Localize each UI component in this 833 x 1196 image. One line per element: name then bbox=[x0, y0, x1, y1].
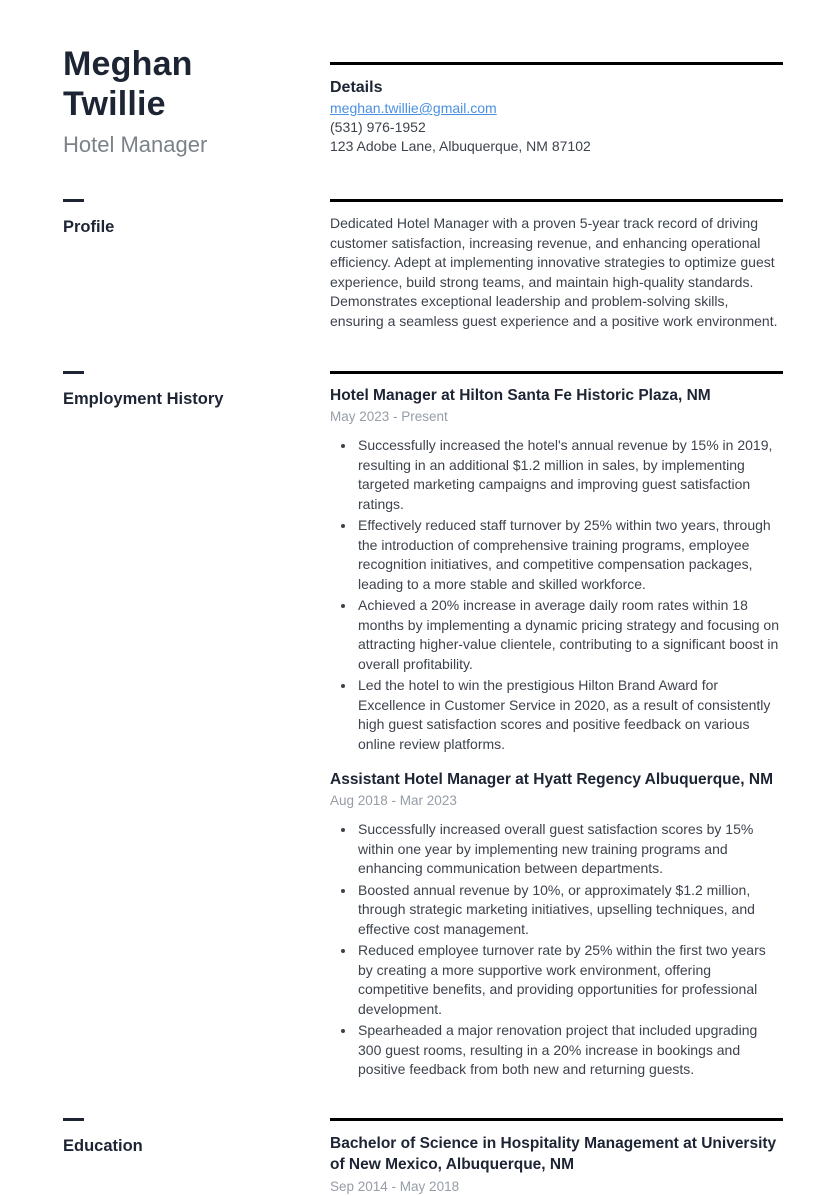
details-heading: Details bbox=[330, 79, 383, 96]
email-link[interactable]: meghan.twillie@gmail.com bbox=[330, 100, 497, 116]
section-label-employment: Employment History bbox=[63, 390, 224, 408]
email-row bbox=[330, 99, 783, 118]
name-block bbox=[63, 44, 330, 159]
job-dates: Aug 2018 - Mar 2023 bbox=[330, 793, 457, 808]
job-bullet: • Led the hotel to win the prestigious Hilton Brand Award for Excellence in Customer Service in 2020, as a result of consistently high guest satisfaction scores and positive feedback on various online review platforms. bbox=[356, 676, 783, 754]
education-entry bbox=[330, 1133, 783, 1196]
person-name bbox=[63, 44, 300, 124]
education-label-block bbox=[63, 1118, 330, 1196]
section-label-profile: Profile bbox=[63, 218, 115, 236]
education-section bbox=[63, 1118, 783, 1196]
section-label-education: Education bbox=[63, 1136, 143, 1155]
job-dates: May 2023 - Present bbox=[330, 409, 448, 424]
employment-section bbox=[63, 371, 783, 1082]
job-title: Hotel Manager at Hilton Santa Fe Historic Plaza, NM bbox=[330, 387, 711, 404]
phone-text: (531) 976-1952 bbox=[330, 119, 426, 135]
job-bullet: • Boosted annual revenue by 10%, or approximately $1.2 million, through strategic marketing initiatives, upselling techniques, and effective cost management. bbox=[356, 881, 783, 940]
job-bullet: • Effectively reduced staff turnover by 25% within two years, through the introduction of comprehensive training programs, employee recognition initiatives, and competitive compensation packages, leading to a more stable and skilled workforce. bbox=[356, 516, 783, 594]
job-bullet-list bbox=[330, 436, 783, 754]
job-bullet: • Achieved a 20% increase in average daily room rates within 18 months by implementing a dynamic pricing strategy and focusing on attracting higher-value clientele, contributing to a significant boost in overall profitability. bbox=[356, 596, 783, 674]
job-bullet: • Successfully increased overall guest satisfaction scores by 15% within one year by implementing new training programs and enhancing communication between departments. bbox=[356, 820, 783, 879]
job-bullet: • Reduced employee turnover rate by 25% within the first two years by creating a more supportive work environment, offering competitive benefits, and providing opportunities for professional development. bbox=[356, 941, 783, 1019]
address-text: 123 Adobe Lane, Albuquerque, NM 87102 bbox=[330, 138, 591, 154]
profile-content bbox=[330, 199, 783, 331]
profile-label-block bbox=[63, 199, 330, 331]
profile-section bbox=[63, 199, 783, 331]
profile-text: Dedicated Hotel Manager with a proven 5-year track record of driving customer satisfaction, increasing revenue, and enhancing operational efficiency. Adept at implementing innovative strategies to optimize guest experience, build strong teams, and maintain high-quality standards. Demonstrates exceptional leadership and problem-solving skills, ensuring a seamless guest experience and a positive work environment. bbox=[330, 215, 778, 329]
degree-dates: Sep 2014 - May 2018 bbox=[330, 1178, 460, 1194]
job-bullet: • Successfully increased the hotel's annual revenue by 15% in 2019, resulting in an additional $1.2 million in sales, by implementing targeted marketing campaigns and improving guest satisfaction ratings. bbox=[356, 436, 783, 514]
person-job-title: Hotel Manager bbox=[63, 132, 208, 157]
details-section bbox=[330, 44, 783, 159]
job-bullet: • Spearheaded a major renovation project that included upgrading 300 guest rooms, resulting in a 20% increase in bookings and positive feedback from both new and returning guests. bbox=[356, 1021, 783, 1080]
job-entry bbox=[330, 386, 783, 754]
section-dash bbox=[63, 199, 84, 202]
education-content bbox=[330, 1118, 783, 1196]
header-row bbox=[63, 44, 783, 159]
employment-label-block bbox=[63, 371, 330, 1082]
employment-content bbox=[330, 371, 783, 1082]
degree-title: Bachelor of Science in Hospitality Management at University of New Mexico, Albuquerque, NM bbox=[330, 1134, 777, 1173]
person-name-line2: Twillie bbox=[63, 85, 166, 123]
section-dash bbox=[63, 1118, 84, 1121]
job-title: Assistant Hotel Manager at Hyatt Regency Albuquerque, NM bbox=[330, 771, 773, 788]
job-entry bbox=[330, 770, 783, 1080]
job-bullet-list bbox=[330, 820, 783, 1080]
section-dash bbox=[63, 371, 84, 374]
person-name-line1: Meghan bbox=[63, 45, 193, 83]
